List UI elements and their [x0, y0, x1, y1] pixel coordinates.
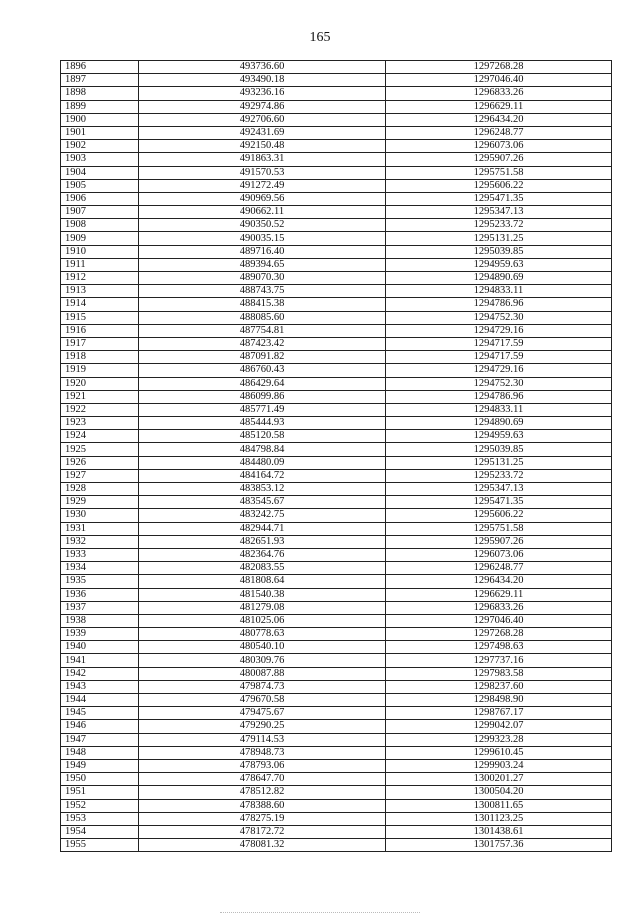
point-number-cell: 1928	[61, 483, 139, 496]
table-row	[61, 100, 612, 113]
point-number-cell: 1897	[61, 74, 139, 87]
point-number-cell: 1914	[61, 298, 139, 311]
y-coordinate-cell: 1297268.28	[386, 628, 612, 641]
point-number-cell: 1941	[61, 654, 139, 667]
point-number-cell: 1933	[61, 548, 139, 561]
y-coordinate-cell: 1295606.22	[386, 179, 612, 192]
table-row	[61, 628, 612, 641]
point-number-cell: 1951	[61, 786, 139, 799]
table-row	[61, 417, 612, 430]
point-number-cell: 1927	[61, 469, 139, 482]
x-coordinate-cell: 484164.72	[139, 469, 386, 482]
point-number-cell: 1952	[61, 799, 139, 812]
table-row	[61, 140, 612, 153]
x-coordinate-cell: 490662.11	[139, 206, 386, 219]
y-coordinate-cell: 1294786.96	[386, 390, 612, 403]
x-coordinate-cell: 479670.58	[139, 694, 386, 707]
table-row	[61, 390, 612, 403]
y-coordinate-cell: 1297268.28	[386, 61, 612, 74]
point-number-cell: 1921	[61, 390, 139, 403]
x-coordinate-cell: 487091.82	[139, 351, 386, 364]
point-number-cell: 1922	[61, 403, 139, 416]
y-coordinate-cell: 1294729.16	[386, 364, 612, 377]
table-row	[61, 496, 612, 509]
point-number-cell: 1923	[61, 417, 139, 430]
point-number-cell: 1938	[61, 614, 139, 627]
y-coordinate-cell: 1296833.26	[386, 87, 612, 100]
table-row	[61, 166, 612, 179]
x-coordinate-cell: 478388.60	[139, 799, 386, 812]
y-coordinate-cell: 1297983.58	[386, 667, 612, 680]
point-number-cell: 1913	[61, 285, 139, 298]
x-coordinate-cell: 486429.64	[139, 377, 386, 390]
x-coordinate-cell: 478275.19	[139, 812, 386, 825]
point-number-cell: 1934	[61, 562, 139, 575]
table-row	[61, 694, 612, 707]
x-coordinate-cell: 478172.72	[139, 825, 386, 838]
x-coordinate-cell: 488085.60	[139, 311, 386, 324]
y-coordinate-cell: 1298237.60	[386, 680, 612, 693]
table-row	[61, 258, 612, 271]
y-coordinate-cell: 1297046.40	[386, 614, 612, 627]
table-row	[61, 364, 612, 377]
table-row	[61, 720, 612, 733]
x-coordinate-cell: 492150.48	[139, 140, 386, 153]
table-row	[61, 707, 612, 720]
point-number-cell: 1919	[61, 364, 139, 377]
x-coordinate-cell: 489716.40	[139, 245, 386, 258]
y-coordinate-cell: 1294752.30	[386, 311, 612, 324]
table-row	[61, 443, 612, 456]
y-coordinate-cell: 1294833.11	[386, 285, 612, 298]
x-coordinate-cell: 480087.88	[139, 667, 386, 680]
x-coordinate-cell: 488743.75	[139, 285, 386, 298]
y-coordinate-cell: 1301123.25	[386, 812, 612, 825]
footer-rule	[220, 912, 420, 913]
x-coordinate-cell: 493236.16	[139, 87, 386, 100]
x-coordinate-cell: 486760.43	[139, 364, 386, 377]
y-coordinate-cell: 1299042.07	[386, 720, 612, 733]
x-coordinate-cell: 482651.93	[139, 535, 386, 548]
x-coordinate-cell: 480540.10	[139, 641, 386, 654]
y-coordinate-cell: 1295606.22	[386, 509, 612, 522]
coordinates-table	[60, 60, 612, 852]
table-row	[61, 192, 612, 205]
x-coordinate-cell: 490969.56	[139, 192, 386, 205]
y-coordinate-cell: 1294717.59	[386, 337, 612, 350]
table-row	[61, 667, 612, 680]
y-coordinate-cell: 1296248.77	[386, 562, 612, 575]
x-coordinate-cell: 481279.08	[139, 601, 386, 614]
point-number-cell: 1909	[61, 232, 139, 245]
point-number-cell: 1929	[61, 496, 139, 509]
table-row	[61, 483, 612, 496]
y-coordinate-cell: 1294890.69	[386, 417, 612, 430]
point-number-cell: 1939	[61, 628, 139, 641]
point-number-cell: 1946	[61, 720, 139, 733]
point-number-cell: 1901	[61, 126, 139, 139]
point-number-cell: 1940	[61, 641, 139, 654]
y-coordinate-cell: 1295751.58	[386, 522, 612, 535]
y-coordinate-cell: 1295039.85	[386, 443, 612, 456]
table-row	[61, 786, 612, 799]
y-coordinate-cell: 1295131.25	[386, 456, 612, 469]
x-coordinate-cell: 483853.12	[139, 483, 386, 496]
table-row	[61, 746, 612, 759]
x-coordinate-cell: 488415.38	[139, 298, 386, 311]
x-coordinate-cell: 482364.76	[139, 548, 386, 561]
table-row	[61, 548, 612, 561]
coordinates-table-body	[61, 61, 612, 852]
table-row	[61, 61, 612, 74]
y-coordinate-cell: 1296434.20	[386, 113, 612, 126]
y-coordinate-cell: 1296073.06	[386, 548, 612, 561]
point-number-cell: 1918	[61, 351, 139, 364]
point-number-cell: 1949	[61, 759, 139, 772]
table-row	[61, 232, 612, 245]
point-number-cell: 1948	[61, 746, 139, 759]
table-row	[61, 509, 612, 522]
x-coordinate-cell: 489394.65	[139, 258, 386, 271]
x-coordinate-cell: 487754.81	[139, 324, 386, 337]
y-coordinate-cell: 1298767.17	[386, 707, 612, 720]
y-coordinate-cell: 1295347.13	[386, 483, 612, 496]
y-coordinate-cell: 1296434.20	[386, 575, 612, 588]
point-number-cell: 1924	[61, 430, 139, 443]
point-number-cell: 1904	[61, 166, 139, 179]
x-coordinate-cell: 489070.30	[139, 272, 386, 285]
x-coordinate-cell: 484480.09	[139, 456, 386, 469]
x-coordinate-cell: 485120.58	[139, 430, 386, 443]
point-number-cell: 1937	[61, 601, 139, 614]
table-row	[61, 641, 612, 654]
point-number-cell: 1943	[61, 680, 139, 693]
table-row	[61, 680, 612, 693]
table-row	[61, 799, 612, 812]
x-coordinate-cell: 491570.53	[139, 166, 386, 179]
point-number-cell: 1942	[61, 667, 139, 680]
x-coordinate-cell: 487423.42	[139, 337, 386, 350]
y-coordinate-cell: 1299610.45	[386, 746, 612, 759]
y-coordinate-cell: 1294729.16	[386, 324, 612, 337]
y-coordinate-cell: 1297737.16	[386, 654, 612, 667]
point-number-cell: 1950	[61, 773, 139, 786]
y-coordinate-cell: 1299903.24	[386, 759, 612, 772]
table-row	[61, 272, 612, 285]
y-coordinate-cell: 1301757.36	[386, 839, 612, 852]
y-coordinate-cell: 1295233.72	[386, 469, 612, 482]
x-coordinate-cell: 490035.15	[139, 232, 386, 245]
point-number-cell: 1930	[61, 509, 139, 522]
point-number-cell: 1899	[61, 100, 139, 113]
y-coordinate-cell: 1294717.59	[386, 351, 612, 364]
x-coordinate-cell: 493490.18	[139, 74, 386, 87]
x-coordinate-cell: 484798.84	[139, 443, 386, 456]
table-row	[61, 311, 612, 324]
table-row	[61, 206, 612, 219]
x-coordinate-cell: 486099.86	[139, 390, 386, 403]
x-coordinate-cell: 479114.53	[139, 733, 386, 746]
point-number-cell: 1920	[61, 377, 139, 390]
x-coordinate-cell: 481025.06	[139, 614, 386, 627]
table-row	[61, 654, 612, 667]
y-coordinate-cell: 1294959.63	[386, 430, 612, 443]
point-number-cell: 1907	[61, 206, 139, 219]
point-number-cell: 1944	[61, 694, 139, 707]
point-number-cell: 1902	[61, 140, 139, 153]
table-row	[61, 126, 612, 139]
y-coordinate-cell: 1295907.26	[386, 535, 612, 548]
y-coordinate-cell: 1296629.11	[386, 588, 612, 601]
point-number-cell: 1917	[61, 337, 139, 350]
y-coordinate-cell: 1299323.28	[386, 733, 612, 746]
point-number-cell: 1915	[61, 311, 139, 324]
point-number-cell: 1905	[61, 179, 139, 192]
y-coordinate-cell: 1295471.35	[386, 496, 612, 509]
table-row	[61, 74, 612, 87]
table-row	[61, 87, 612, 100]
page-number: 165	[309, 30, 331, 45]
point-number-cell: 1903	[61, 153, 139, 166]
y-coordinate-cell: 1296248.77	[386, 126, 612, 139]
y-coordinate-cell: 1294786.96	[386, 298, 612, 311]
point-number-cell: 1911	[61, 258, 139, 271]
x-coordinate-cell: 483242.75	[139, 509, 386, 522]
table-row	[61, 179, 612, 192]
x-coordinate-cell: 480778.63	[139, 628, 386, 641]
table-row	[61, 456, 612, 469]
x-coordinate-cell: 478793.06	[139, 759, 386, 772]
point-number-cell: 1953	[61, 812, 139, 825]
point-number-cell: 1898	[61, 87, 139, 100]
x-coordinate-cell: 480309.76	[139, 654, 386, 667]
y-coordinate-cell: 1295751.58	[386, 166, 612, 179]
y-coordinate-cell: 1298498.90	[386, 694, 612, 707]
x-coordinate-cell: 493736.60	[139, 61, 386, 74]
point-number-cell: 1906	[61, 192, 139, 205]
x-coordinate-cell: 478081.32	[139, 839, 386, 852]
table-row	[61, 773, 612, 786]
point-number-cell: 1910	[61, 245, 139, 258]
point-number-cell: 1912	[61, 272, 139, 285]
y-coordinate-cell: 1296073.06	[386, 140, 612, 153]
table-row	[61, 839, 612, 852]
y-coordinate-cell: 1294959.63	[386, 258, 612, 271]
x-coordinate-cell: 478948.73	[139, 746, 386, 759]
y-coordinate-cell: 1295907.26	[386, 153, 612, 166]
point-number-cell: 1936	[61, 588, 139, 601]
x-coordinate-cell: 479475.67	[139, 707, 386, 720]
x-coordinate-cell: 492706.60	[139, 113, 386, 126]
table-row	[61, 733, 612, 746]
table-row	[61, 812, 612, 825]
table-row	[61, 153, 612, 166]
table-row	[61, 601, 612, 614]
y-coordinate-cell: 1295131.25	[386, 232, 612, 245]
y-coordinate-cell: 1294890.69	[386, 272, 612, 285]
y-coordinate-cell: 1294833.11	[386, 403, 612, 416]
table-row	[61, 430, 612, 443]
y-coordinate-cell: 1300201.27	[386, 773, 612, 786]
table-row	[61, 614, 612, 627]
table-row	[61, 351, 612, 364]
point-number-cell: 1908	[61, 219, 139, 232]
x-coordinate-cell: 479874.73	[139, 680, 386, 693]
y-coordinate-cell: 1295039.85	[386, 245, 612, 258]
x-coordinate-cell: 479290.25	[139, 720, 386, 733]
table-row	[61, 469, 612, 482]
y-coordinate-cell: 1297046.40	[386, 74, 612, 87]
point-number-cell: 1935	[61, 575, 139, 588]
point-number-cell: 1925	[61, 443, 139, 456]
table-row	[61, 588, 612, 601]
table-row	[61, 535, 612, 548]
x-coordinate-cell: 485771.49	[139, 403, 386, 416]
x-coordinate-cell: 481540.38	[139, 588, 386, 601]
y-coordinate-cell: 1295471.35	[386, 192, 612, 205]
table-row	[61, 337, 612, 350]
table-row	[61, 285, 612, 298]
x-coordinate-cell: 478647.70	[139, 773, 386, 786]
y-coordinate-cell: 1300811.65	[386, 799, 612, 812]
table-row	[61, 245, 612, 258]
y-coordinate-cell: 1296833.26	[386, 601, 612, 614]
table-row	[61, 113, 612, 126]
y-coordinate-cell: 1297498.63	[386, 641, 612, 654]
point-number-cell: 1926	[61, 456, 139, 469]
x-coordinate-cell: 485444.93	[139, 417, 386, 430]
table-row	[61, 825, 612, 838]
point-number-cell: 1916	[61, 324, 139, 337]
y-coordinate-cell: 1294752.30	[386, 377, 612, 390]
table-row	[61, 403, 612, 416]
point-number-cell: 1896	[61, 61, 139, 74]
y-coordinate-cell: 1296629.11	[386, 100, 612, 113]
x-coordinate-cell: 492431.69	[139, 126, 386, 139]
table-row	[61, 562, 612, 575]
table-row	[61, 298, 612, 311]
y-coordinate-cell: 1295233.72	[386, 219, 612, 232]
table-row	[61, 219, 612, 232]
point-number-cell: 1932	[61, 535, 139, 548]
table-row	[61, 759, 612, 772]
table-row	[61, 377, 612, 390]
point-number-cell: 1947	[61, 733, 139, 746]
y-coordinate-cell: 1295347.13	[386, 206, 612, 219]
x-coordinate-cell: 482944.71	[139, 522, 386, 535]
point-number-cell: 1931	[61, 522, 139, 535]
x-coordinate-cell: 482083.55	[139, 562, 386, 575]
table-row	[61, 324, 612, 337]
y-coordinate-cell: 1301438.61	[386, 825, 612, 838]
point-number-cell: 1945	[61, 707, 139, 720]
x-coordinate-cell: 491863.31	[139, 153, 386, 166]
x-coordinate-cell: 491272.49	[139, 179, 386, 192]
y-coordinate-cell: 1300504.20	[386, 786, 612, 799]
x-coordinate-cell: 492974.86	[139, 100, 386, 113]
point-number-cell: 1900	[61, 113, 139, 126]
x-coordinate-cell: 483545.67	[139, 496, 386, 509]
x-coordinate-cell: 490350.52	[139, 219, 386, 232]
point-number-cell: 1954	[61, 825, 139, 838]
x-coordinate-cell: 478512.82	[139, 786, 386, 799]
table-row	[61, 575, 612, 588]
point-number-cell: 1955	[61, 839, 139, 852]
table-row	[61, 522, 612, 535]
x-coordinate-cell: 481808.64	[139, 575, 386, 588]
